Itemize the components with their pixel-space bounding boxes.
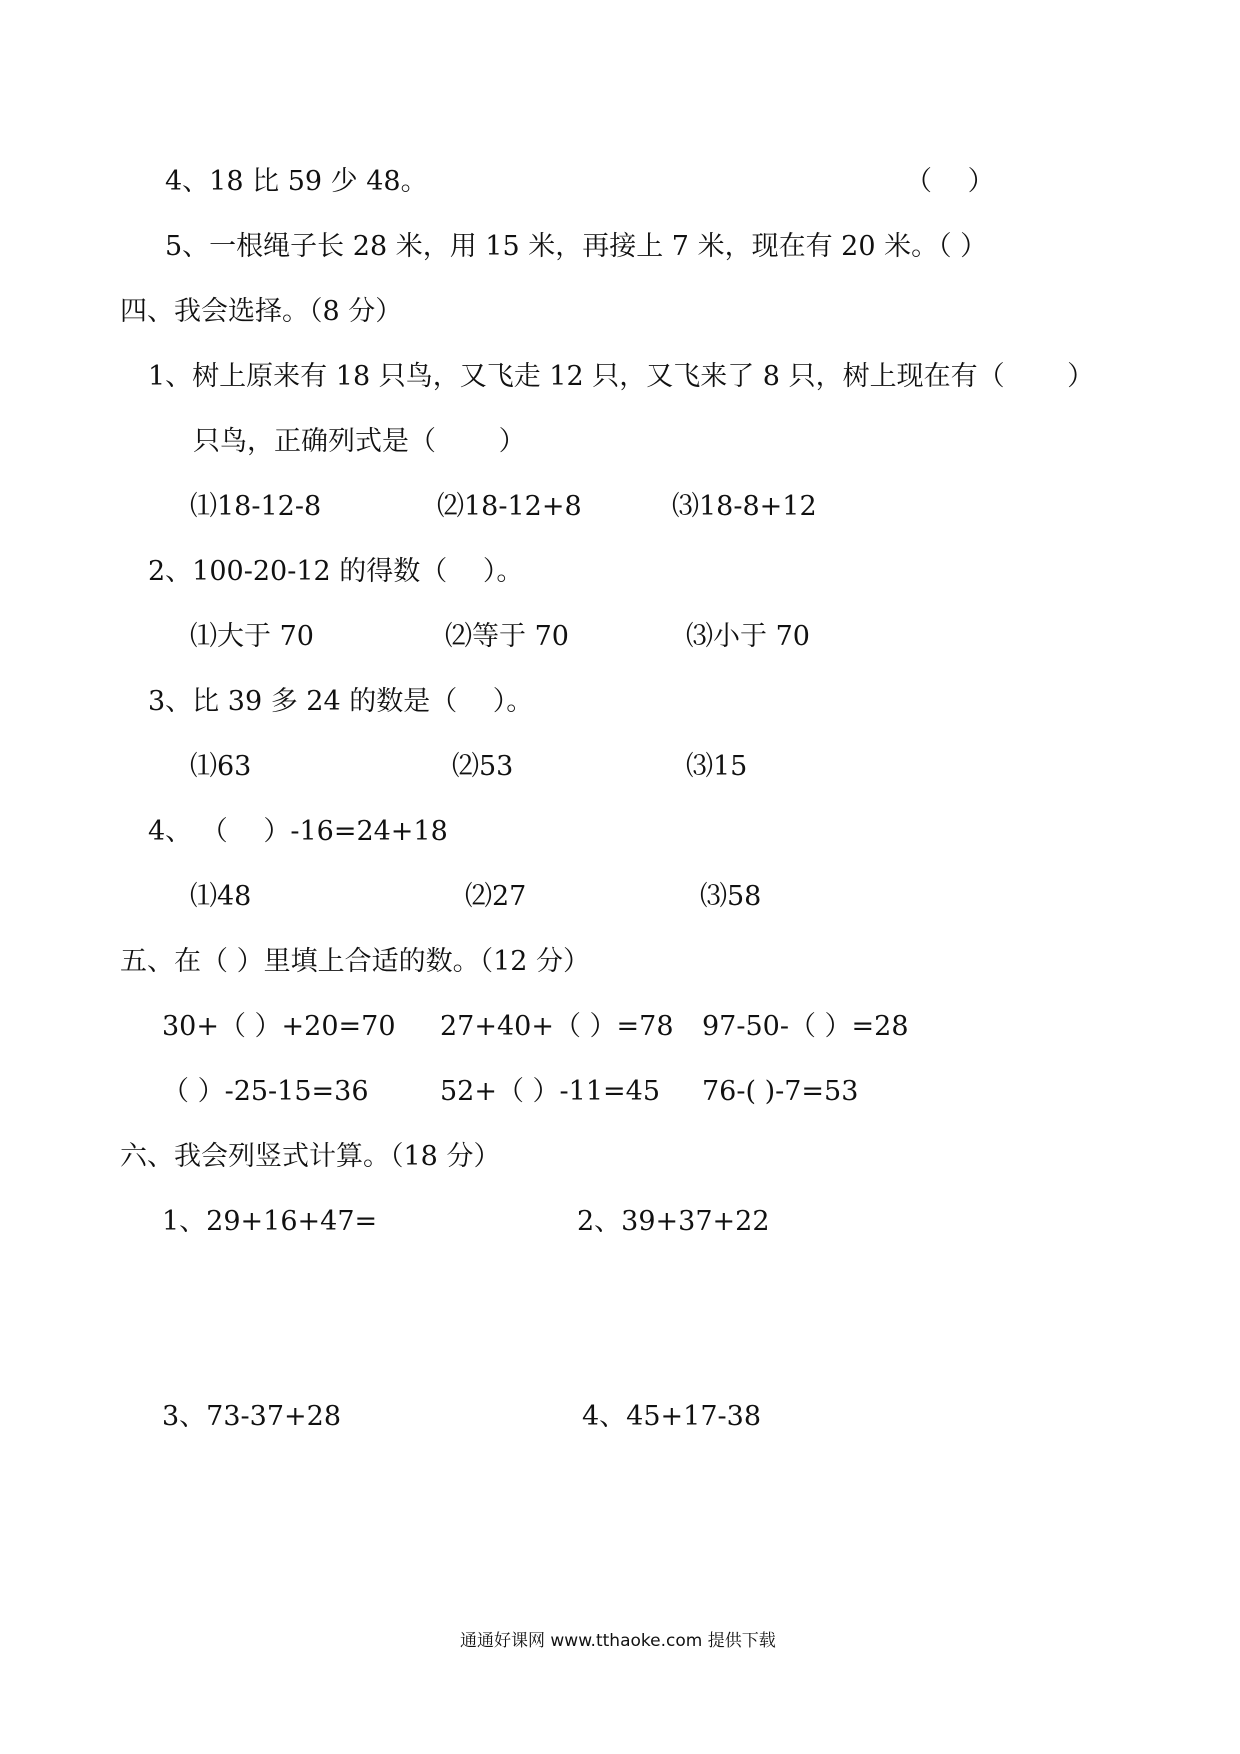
fill-blank-4: （ ）-25-15=36 [162,1076,369,1107]
choice-q1-option-1: ⑴18-12-8 [190,491,322,522]
judge-item-4: 4、18 比 59 少 48。 [165,166,428,197]
choice-q1-line1: 1、树上原来有 18 只鸟，又飞走 12 只，又飞来了 8 只，树上现在有（ ） [148,361,1095,392]
vertical-calc-2: 2、39+37+22 [577,1206,770,1237]
vertical-calc-4: 4、45+17-38 [582,1401,761,1432]
fill-blank-2: 27+40+（ ）=78 [440,1011,674,1042]
choice-q4: 4、 （ ）-16=24+18 [148,816,448,847]
vertical-calc-3: 3、73-37+28 [162,1401,341,1432]
judge-item-5: 5、一根绳子长 28 米，用 15 米，再接上 7 米，现在有 20 米。（ ） [165,231,988,262]
fill-blank-3: 97-50-（ ）=28 [702,1011,909,1042]
choice-q3: 3、比 39 多 24 的数是（ ）。 [148,686,534,717]
choice-q2-option-2: ⑵等于 70 [445,621,569,652]
section-5-title: 五、在（ ）里填上合适的数。（12 分） [120,946,591,977]
choice-q2: 2、100-20-12 的得数（ ）。 [148,556,524,587]
fill-blank-1: 30+（ ）+20=70 [162,1011,396,1042]
choice-q1-line2: 只鸟，正确列式是（ ） [193,426,526,457]
section-6-title: 六、我会列竖式计算。（18 分） [120,1141,501,1172]
choice-q4-option-3: ⑶58 [700,881,762,912]
vertical-calc-1: 1、29+16+47= [162,1206,378,1237]
choice-q4-option-2: ⑵27 [465,881,527,912]
choice-q2-option-1: ⑴大于 70 [190,621,314,652]
choice-q3-option-3: ⑶15 [686,751,748,782]
fill-blank-5: 52+（ ）-11=45 [440,1076,661,1107]
footer-source: 通通好课网 www.tthaoke.com 提供下载 [460,1631,776,1651]
choice-q2-option-3: ⑶小于 70 [686,621,810,652]
judge-item-4-answer-paren: （ ） [905,166,995,197]
choice-q3-option-2: ⑵53 [452,751,514,782]
choice-q3-option-1: ⑴63 [190,751,252,782]
choice-q4-option-1: ⑴48 [190,881,252,912]
choice-q1-option-3: ⑶18-8+12 [672,491,817,522]
section-4-title: 四、我会选择。（8 分） [120,296,403,327]
choice-q1-option-2: ⑵18-12+8 [437,491,582,522]
fill-blank-6: 76-( )-7=53 [702,1076,859,1107]
